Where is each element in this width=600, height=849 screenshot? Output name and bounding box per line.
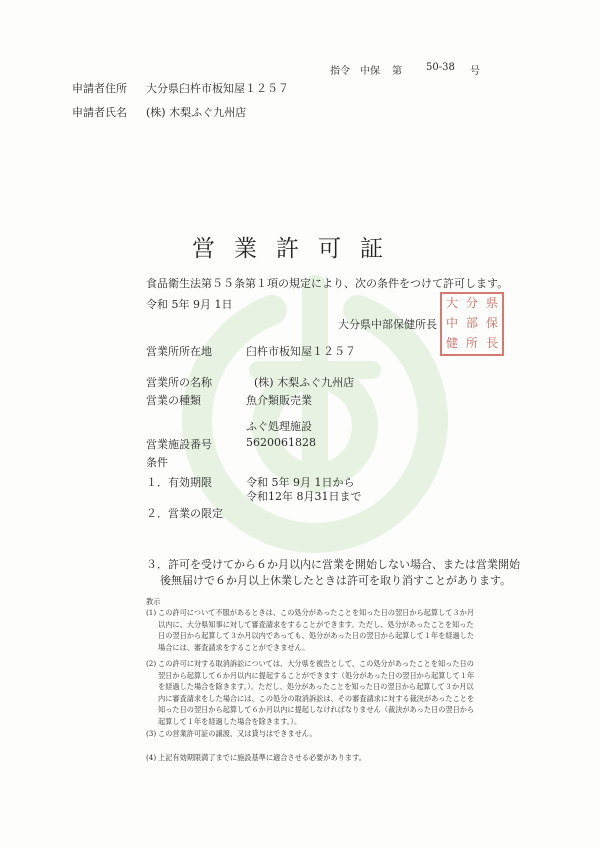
seal-char: 分 bbox=[465, 296, 478, 310]
seal-char: 所 bbox=[465, 336, 478, 350]
ref-suffix: 号 bbox=[470, 66, 480, 77]
business-name-value: (株) 木梨ふぐ九州店 bbox=[254, 376, 355, 389]
ref-number: 50-38 bbox=[426, 62, 455, 73]
note-4-text: 上記有効期限満了までに施設基準に適合させる必要があります。 bbox=[158, 753, 366, 762]
intro-text: 食品衛生法第５５条第１項の規定により、次の条件をつけて許可します。 bbox=[146, 277, 509, 290]
applicant-address: 大分県臼杵市板知屋１２５７ bbox=[146, 82, 289, 95]
note-1-number: (1) bbox=[146, 608, 157, 617]
business-name-label: 営業所の名称 bbox=[146, 376, 212, 389]
note-2-number: (2) bbox=[146, 659, 157, 668]
seal-char: 健 bbox=[445, 336, 458, 350]
facility-no-label: 営業施設番号 bbox=[146, 438, 212, 451]
applicant-name-label: 申請者氏名 bbox=[72, 106, 127, 119]
note-4-number: (4) bbox=[146, 753, 157, 762]
applicant-name: (株) 木梨ふぐ九州店 bbox=[146, 106, 247, 119]
condition-2-label: ２．営業の限定 bbox=[146, 507, 223, 520]
seal-char: 県 bbox=[485, 296, 498, 310]
business-type-label: 営業の種類 bbox=[146, 394, 201, 407]
condition-1-to: 令和12年 8月31日まで bbox=[246, 490, 362, 503]
facility-value: ふぐ処理施設 bbox=[246, 420, 312, 433]
condition-1-from: 令和 5年 9月 1日から bbox=[246, 476, 355, 489]
conditions-label: 条件 bbox=[146, 456, 168, 469]
note-3-text: この営業許可証の譲渡、又は貸与はできません。 bbox=[158, 729, 317, 738]
seal-char: 長 bbox=[485, 336, 498, 350]
document-title: 営業許可証 bbox=[192, 236, 402, 262]
business-type-value: 魚介類販売業 bbox=[246, 394, 312, 407]
issuer: 大分県中部保健所長 bbox=[338, 318, 437, 331]
seal-char: 保 bbox=[485, 316, 498, 330]
ref-dai: 第 bbox=[392, 66, 402, 77]
official-seal bbox=[440, 292, 504, 356]
ref-prefix: 指令 bbox=[330, 66, 350, 77]
seal-char: 大 bbox=[445, 296, 458, 310]
note-2-text: この許可に対する取消訴訟については、大分県を被告として、この処分があったことを知った日の翌日から起算して６か月以内に提起することができます（処分があった日の翌日から起算して１年を経過した場合を除きます。）。ただし、処分があったことを知った日の翌日から起算して３か月以内に審査請求をした場合には、この処分の取消訴訟は、その審査請求に対する裁決があったことを知った日の翌日から起算して６か月以内に提起しなければなりません（裁決があった日の翌日から起算して１年を経過した場合を除きます。）。 bbox=[158, 659, 475, 726]
location-label: 営業所所在地 bbox=[146, 345, 212, 358]
issue-date: 令和 5年 9月 1日 bbox=[146, 298, 233, 311]
condition-1-label: １．有効期限 bbox=[146, 476, 212, 489]
ref-office: 中保 bbox=[360, 66, 380, 77]
seal-char: 部 bbox=[465, 316, 478, 330]
applicant-address-label: 申請者住所 bbox=[72, 82, 127, 95]
facility-no-value: 5620061828 bbox=[246, 436, 316, 449]
condition-3-line-1: ３．許可を受けてから６か月以内に営業を開始しない場合、または営業開始 bbox=[146, 558, 520, 571]
notes-heading: 教示 bbox=[146, 597, 161, 606]
seal-char: 中 bbox=[445, 316, 458, 330]
condition-3-line-2: 後無届けで６か月以上休業したときは許可を取り消すことがあります。 bbox=[160, 574, 512, 587]
note-1-text: この許可について不服があるときは、この処分があったことを知った日の翌日から起算して３か月以内に、大分県知事に対して審査請求をすることができます。ただし、処分があったことを知った日の翌日から起算して３か月以内であっても、処分があった日の翌日から起算して１年を経過した場合には、審査請求をすることができません。 bbox=[158, 608, 475, 652]
location-value: 臼杵市板知屋１２５７ bbox=[246, 345, 356, 358]
note-3-number: (3) bbox=[146, 729, 157, 738]
